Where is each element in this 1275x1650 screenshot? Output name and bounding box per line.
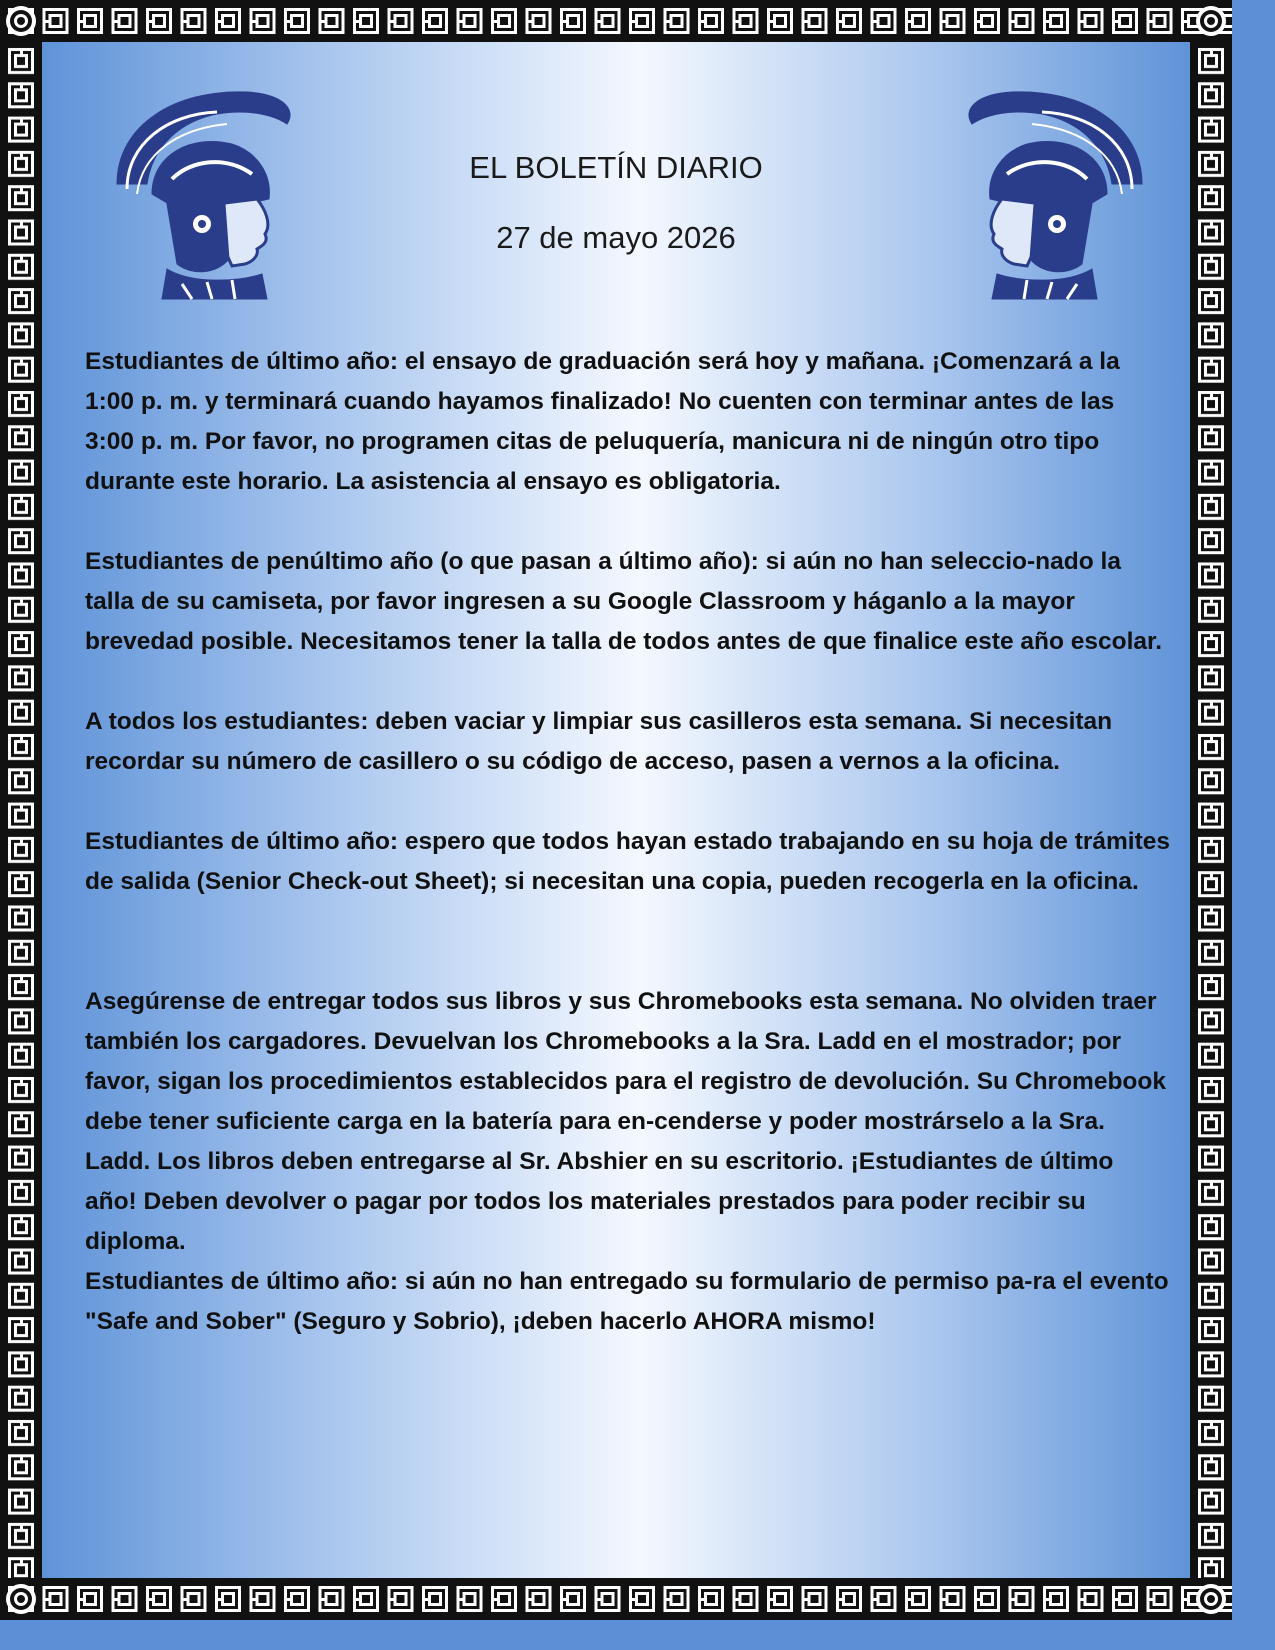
announcement-paragraph: Asegúrense de entregar todos sus libros y sus Chromebooks esta semana. No olviden traer también los cargadores. Devuelvan los Chromebooks a la Sra. Ladd en el mostrador; por favor, sigan los procedimientos establecidos para el registro de devolución. Su Chromebook debe tener suficiente carga en la batería para en-cenderse y poder mostrárselo a la Sra. Ladd. Los libros deben entregarse al Sr. Abshier en su escritorio. ¡Estudiantes de último año! Deben devolver o pagar por todos los materiales prestados para poder recibir su diploma. bbox=[85, 988, 1166, 1255]
bulletin-date: 27 de mayo 2026 bbox=[496, 220, 736, 255]
greek-key-border-left bbox=[0, 42, 42, 1578]
announcement-paragraph: A todos los estudiantes: deben vaciar y limpiar sus casilleros esta semana. Si necesitan recordar su número de casillero o su código de acceso, pasen a vernos a la oficina. bbox=[85, 708, 1113, 775]
announcement-paragraph: Estudiantes de último año: espero que todos hayan estado trabajando en su hoja de trámites de salida (Senior Check-out Sheet); si necesitan una copia, pueden recogerla en la oficina. bbox=[85, 828, 1171, 895]
greek-key-border-top bbox=[0, 0, 1232, 42]
greek-key-border-bottom bbox=[0, 1578, 1232, 1620]
trojan-helmet-icon bbox=[97, 84, 307, 304]
bulletin-title: EL BOLETÍN DIARIO bbox=[469, 150, 763, 185]
bulletin-panel bbox=[42, 42, 1190, 1578]
greek-key-border-right bbox=[1190, 42, 1232, 1578]
trojan-helmet-icon bbox=[952, 84, 1162, 304]
announcement-paragraph: Estudiantes de último año: el ensayo de graduación será hoy y mañana. ¡Comenzará a la 1:00 p. m. y terminará cuando hayamos finalizado! No cuenten con terminar antes de las 3:00 p. m. Por favor, no programen citas de peluquería, manicura ni de ningún otro tipo durante este horario. La asistencia al ensayo es obligatoria. bbox=[85, 348, 1120, 495]
announcement-paragraph: Estudiantes de último año: si aún no han entregado su formulario de permiso pa-ra el evento "Safe and Sober" (Seguro y Sobrio), ¡deben hacerlo AHORA mismo! bbox=[85, 1268, 1169, 1335]
announcement-paragraph: Estudiantes de penúltimo año (o que pasan a último año): si aún no han seleccio-nado la talla de su camiseta, por favor ingresen a su Google Classroom y háganlo a la mayor brevedad posible. Necesitamos tener la talla de todos antes de que finalice este año escolar. bbox=[85, 548, 1163, 655]
announcements-list bbox=[85, 342, 1170, 1342]
